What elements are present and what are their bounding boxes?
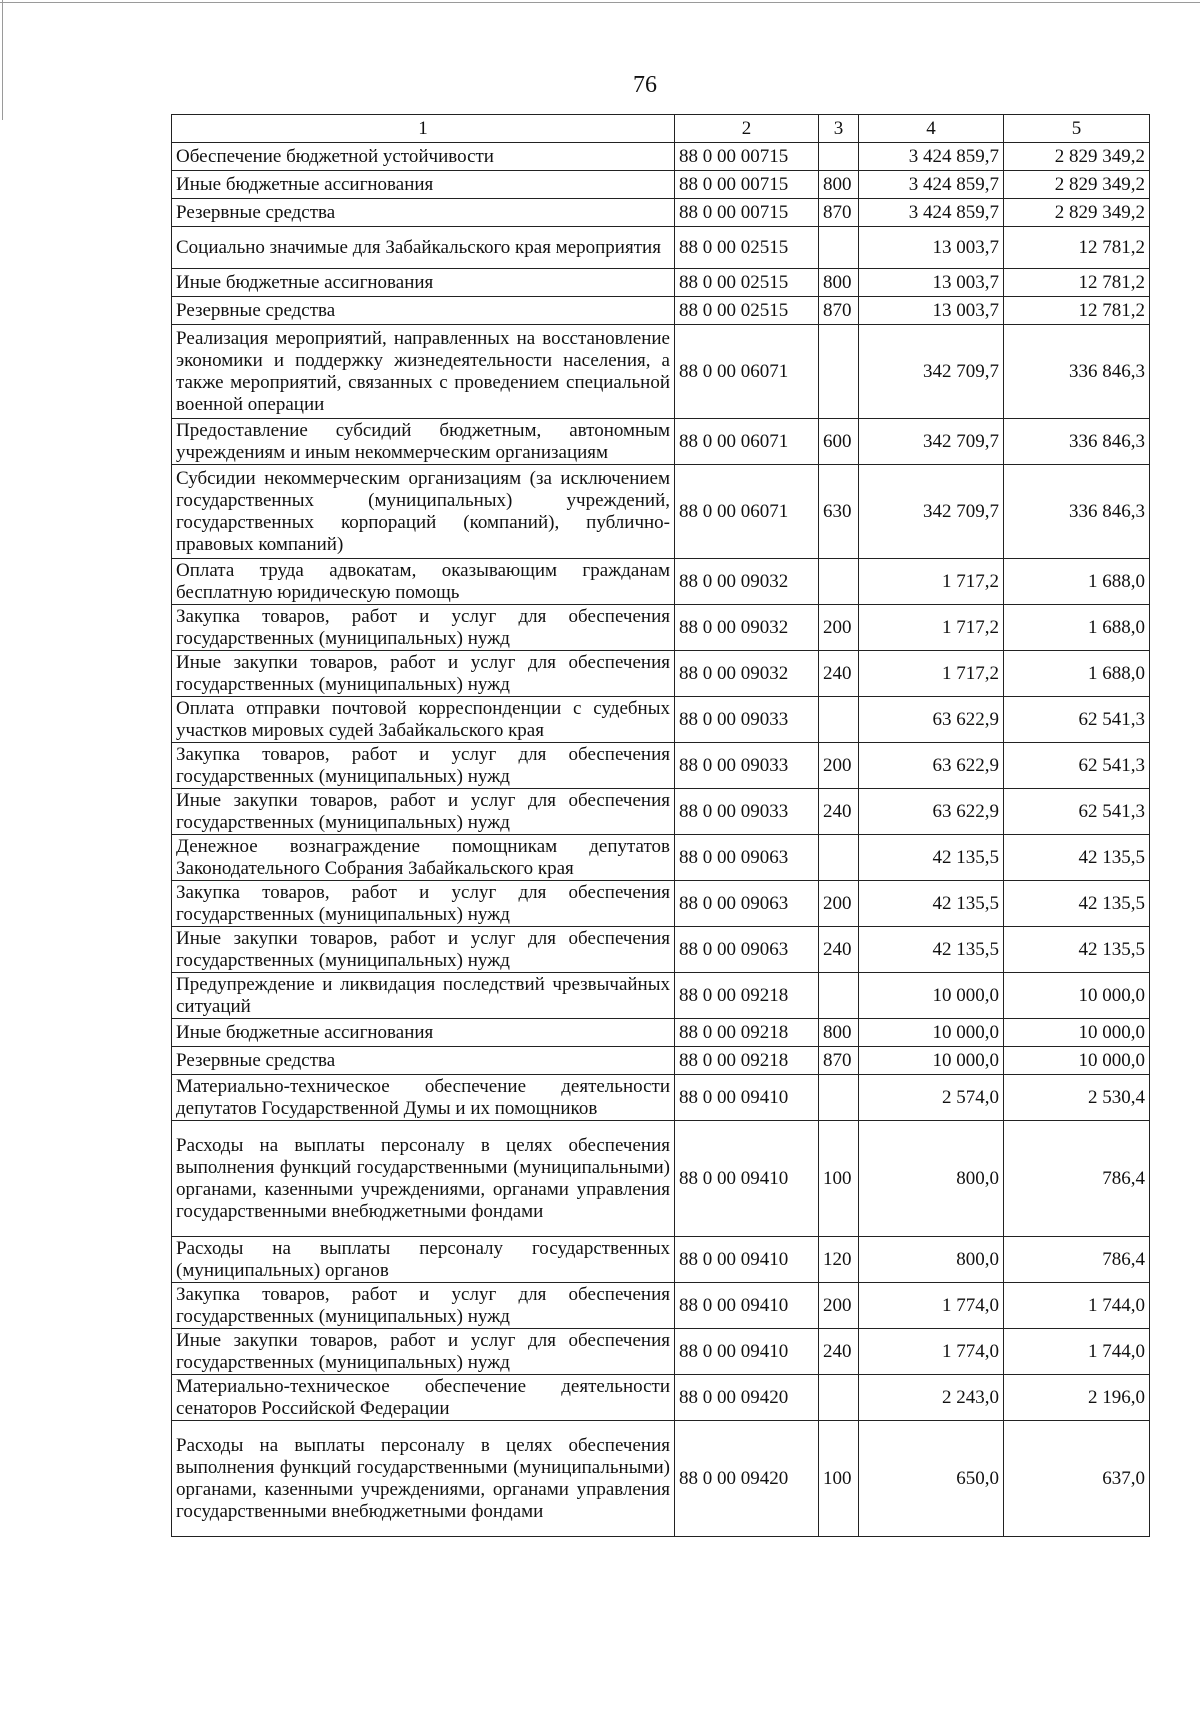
row-code-cell: 88 0 00 09420 xyxy=(675,1421,819,1537)
table-row xyxy=(172,1329,1150,1375)
row-code-cell: 88 0 00 09218 xyxy=(675,973,819,1019)
row-name-cell: Оплата труда адвокатам, оказывающим гражданам бесплатную юридическую помощь xyxy=(172,559,675,605)
row-code-cell: 88 0 00 09032 xyxy=(675,651,819,697)
row-code-cell: 88 0 00 06071 xyxy=(675,325,819,419)
row-type-cell xyxy=(819,1075,859,1121)
table-row xyxy=(172,605,1150,651)
row-amount-4-cell: 42 135,5 xyxy=(859,881,1004,927)
table-row xyxy=(172,1075,1150,1121)
row-amount-4-cell: 10 000,0 xyxy=(859,1047,1004,1075)
row-code-cell: 88 0 00 09032 xyxy=(675,559,819,605)
row-code-cell: 88 0 00 09033 xyxy=(675,789,819,835)
row-code-cell: 88 0 00 09410 xyxy=(675,1237,819,1283)
row-code-cell: 88 0 00 09420 xyxy=(675,1375,819,1421)
row-name-cell: Иные закупки товаров, работ и услуг для обеспечения государственных (муниципальных) нужд xyxy=(172,651,675,697)
table-row xyxy=(172,651,1150,697)
table-row xyxy=(172,1237,1150,1283)
row-amount-5-cell: 1 744,0 xyxy=(1004,1329,1150,1375)
table-row xyxy=(172,789,1150,835)
row-amount-5-cell: 786,4 xyxy=(1004,1121,1150,1237)
row-amount-4-cell: 1 717,2 xyxy=(859,559,1004,605)
table-row xyxy=(172,1283,1150,1329)
row-name-cell: Субсидии некоммерческим организациям (за исключением государственных (муниципальных) учреждений, государственных корпораций (компаний), публично-правовых компаний) xyxy=(172,465,675,559)
table-row xyxy=(172,1121,1150,1237)
row-type-cell xyxy=(819,143,859,171)
row-type-cell: 240 xyxy=(819,651,859,697)
row-code-cell: 88 0 00 09063 xyxy=(675,927,819,973)
row-type-cell xyxy=(819,227,859,269)
row-amount-4-cell: 3 424 859,7 xyxy=(859,143,1004,171)
row-type-cell: 870 xyxy=(819,199,859,227)
row-amount-4-cell: 650,0 xyxy=(859,1421,1004,1537)
row-name-cell: Оплата отправки почтовой корреспонденции с судебных участков мировых судей Забайкальского края xyxy=(172,697,675,743)
row-name-cell: Резервные средства xyxy=(172,297,675,325)
row-code-cell: 88 0 00 00715 xyxy=(675,199,819,227)
scan-edge-top xyxy=(0,2,1200,3)
row-name-cell: Материально-техническое обеспечение деятельности депутатов Государственной Думы и их помощников xyxy=(172,1075,675,1121)
row-type-cell: 200 xyxy=(819,743,859,789)
row-amount-4-cell: 342 709,7 xyxy=(859,419,1004,465)
row-amount-4-cell: 342 709,7 xyxy=(859,465,1004,559)
row-name-cell: Социально значимые для Забайкальского края мероприятия xyxy=(172,227,675,269)
table-row xyxy=(172,465,1150,559)
row-type-cell: 870 xyxy=(819,297,859,325)
row-amount-5-cell: 1 688,0 xyxy=(1004,605,1150,651)
row-name-cell: Закупка товаров, работ и услуг для обеспечения государственных (муниципальных) нужд xyxy=(172,605,675,651)
table-row xyxy=(172,297,1150,325)
row-type-cell: 200 xyxy=(819,1283,859,1329)
row-type-cell: 240 xyxy=(819,1329,859,1375)
table-row xyxy=(172,199,1150,227)
row-amount-5-cell: 2 829 349,2 xyxy=(1004,199,1150,227)
row-amount-4-cell: 13 003,7 xyxy=(859,269,1004,297)
row-type-cell: 120 xyxy=(819,1237,859,1283)
column-header-1: 1 xyxy=(172,115,675,143)
row-code-cell: 88 0 00 09033 xyxy=(675,743,819,789)
row-amount-4-cell: 42 135,5 xyxy=(859,927,1004,973)
row-type-cell: 800 xyxy=(819,269,859,297)
row-amount-5-cell: 336 846,3 xyxy=(1004,325,1150,419)
row-amount-4-cell: 63 622,9 xyxy=(859,789,1004,835)
column-header-5: 5 xyxy=(1004,115,1150,143)
row-code-cell: 88 0 00 09410 xyxy=(675,1283,819,1329)
row-code-cell: 88 0 00 09410 xyxy=(675,1075,819,1121)
table-row xyxy=(172,325,1150,419)
row-code-cell: 88 0 00 09032 xyxy=(675,605,819,651)
column-header-3: 3 xyxy=(819,115,859,143)
row-amount-5-cell: 10 000,0 xyxy=(1004,973,1150,1019)
row-code-cell: 88 0 00 09218 xyxy=(675,1019,819,1047)
row-amount-5-cell: 336 846,3 xyxy=(1004,465,1150,559)
table-row xyxy=(172,973,1150,1019)
row-code-cell: 88 0 00 02515 xyxy=(675,297,819,325)
table-body xyxy=(172,143,1150,1537)
row-amount-4-cell: 13 003,7 xyxy=(859,227,1004,269)
row-amount-4-cell: 10 000,0 xyxy=(859,973,1004,1019)
row-type-cell: 200 xyxy=(819,605,859,651)
table-row xyxy=(172,143,1150,171)
row-type-cell xyxy=(819,325,859,419)
row-code-cell: 88 0 00 09410 xyxy=(675,1121,819,1237)
row-code-cell: 88 0 00 00715 xyxy=(675,171,819,199)
row-name-cell: Расходы на выплаты персоналу в целях обеспечения выполнения функций государственными (муниципальными) органами, казенными учреждениями, органами управления государственными внебюджетными фондами xyxy=(172,1121,675,1237)
row-name-cell: Резервные средства xyxy=(172,1047,675,1075)
row-name-cell: Закупка товаров, работ и услуг для обеспечения государственных (муниципальных) нужд xyxy=(172,1283,675,1329)
table-row xyxy=(172,1047,1150,1075)
row-amount-5-cell: 10 000,0 xyxy=(1004,1019,1150,1047)
row-amount-4-cell: 1 717,2 xyxy=(859,651,1004,697)
row-amount-5-cell: 42 135,5 xyxy=(1004,881,1150,927)
row-code-cell: 88 0 00 09218 xyxy=(675,1047,819,1075)
row-amount-4-cell: 1 774,0 xyxy=(859,1329,1004,1375)
row-name-cell: Иные бюджетные ассигнования xyxy=(172,171,675,199)
row-type-cell: 100 xyxy=(819,1121,859,1237)
row-type-cell xyxy=(819,835,859,881)
row-amount-5-cell: 2 530,4 xyxy=(1004,1075,1150,1121)
row-amount-5-cell: 1 688,0 xyxy=(1004,651,1150,697)
row-amount-5-cell: 42 135,5 xyxy=(1004,927,1150,973)
row-type-cell: 630 xyxy=(819,465,859,559)
row-amount-4-cell: 800,0 xyxy=(859,1121,1004,1237)
scan-edge-left xyxy=(2,0,3,120)
row-type-cell xyxy=(819,697,859,743)
row-name-cell: Материально-техническое обеспечение деятельности сенаторов Российской Федерации xyxy=(172,1375,675,1421)
row-amount-4-cell: 42 135,5 xyxy=(859,835,1004,881)
row-amount-5-cell: 2 829 349,2 xyxy=(1004,171,1150,199)
row-name-cell: Предоставление субсидий бюджетным, автономным учреждениям и иным некоммерческим организациям xyxy=(172,419,675,465)
row-amount-4-cell: 10 000,0 xyxy=(859,1019,1004,1047)
row-amount-5-cell: 10 000,0 xyxy=(1004,1047,1150,1075)
table-row xyxy=(172,559,1150,605)
row-type-cell: 100 xyxy=(819,1421,859,1537)
row-name-cell: Расходы на выплаты персоналу государственных (муниципальных) органов xyxy=(172,1237,675,1283)
row-code-cell: 88 0 00 02515 xyxy=(675,227,819,269)
row-code-cell: 88 0 00 09063 xyxy=(675,835,819,881)
row-amount-5-cell: 42 135,5 xyxy=(1004,835,1150,881)
row-amount-5-cell: 786,4 xyxy=(1004,1237,1150,1283)
column-header-2: 2 xyxy=(675,115,819,143)
row-code-cell: 88 0 00 09410 xyxy=(675,1329,819,1375)
table-row xyxy=(172,743,1150,789)
row-type-cell xyxy=(819,559,859,605)
row-amount-5-cell: 336 846,3 xyxy=(1004,419,1150,465)
table-row xyxy=(172,1421,1150,1537)
row-amount-4-cell: 2 243,0 xyxy=(859,1375,1004,1421)
row-type-cell: 240 xyxy=(819,927,859,973)
table-header-row xyxy=(172,115,1150,143)
table-row xyxy=(172,171,1150,199)
table-row xyxy=(172,927,1150,973)
row-type-cell xyxy=(819,973,859,1019)
row-amount-4-cell: 13 003,7 xyxy=(859,297,1004,325)
row-code-cell: 88 0 00 02515 xyxy=(675,269,819,297)
row-amount-4-cell: 3 424 859,7 xyxy=(859,171,1004,199)
row-amount-5-cell: 62 541,3 xyxy=(1004,743,1150,789)
row-amount-4-cell: 3 424 859,7 xyxy=(859,199,1004,227)
row-amount-4-cell: 2 574,0 xyxy=(859,1075,1004,1121)
row-name-cell: Закупка товаров, работ и услуг для обеспечения государственных (муниципальных) нужд xyxy=(172,743,675,789)
row-type-cell: 870 xyxy=(819,1047,859,1075)
row-amount-5-cell: 12 781,2 xyxy=(1004,227,1150,269)
row-amount-4-cell: 1 717,2 xyxy=(859,605,1004,651)
table-row xyxy=(172,419,1150,465)
row-name-cell: Иные бюджетные ассигнования xyxy=(172,1019,675,1047)
column-header-4: 4 xyxy=(859,115,1004,143)
row-name-cell: Обеспечение бюджетной устойчивости xyxy=(172,143,675,171)
row-amount-5-cell: 2 196,0 xyxy=(1004,1375,1150,1421)
row-code-cell: 88 0 00 06071 xyxy=(675,465,819,559)
row-amount-4-cell: 63 622,9 xyxy=(859,697,1004,743)
row-name-cell: Реализация мероприятий, направленных на восстановление экономики и поддержку жизнедеятельности населения, а также мероприятий, связанных с проведением специальной военной операции xyxy=(172,325,675,419)
table-row xyxy=(172,269,1150,297)
budget-table xyxy=(171,114,1150,1537)
row-name-cell: Иные бюджетные ассигнования xyxy=(172,269,675,297)
row-name-cell: Денежное вознаграждение помощникам депутатов Законодательного Собрания Забайкальского края xyxy=(172,835,675,881)
row-name-cell: Иные закупки товаров, работ и услуг для обеспечения государственных (муниципальных) нужд xyxy=(172,789,675,835)
row-type-cell: 240 xyxy=(819,789,859,835)
row-code-cell: 88 0 00 09033 xyxy=(675,697,819,743)
row-amount-5-cell: 12 781,2 xyxy=(1004,297,1150,325)
row-name-cell: Предупреждение и ликвидация последствий чрезвычайных ситуаций xyxy=(172,973,675,1019)
row-code-cell: 88 0 00 06071 xyxy=(675,419,819,465)
row-amount-4-cell: 1 774,0 xyxy=(859,1283,1004,1329)
row-amount-5-cell: 62 541,3 xyxy=(1004,697,1150,743)
row-amount-5-cell: 1 688,0 xyxy=(1004,559,1150,605)
page-number: 76 xyxy=(633,72,657,98)
table-row xyxy=(172,227,1150,269)
row-type-cell: 800 xyxy=(819,1019,859,1047)
row-code-cell: 88 0 00 09063 xyxy=(675,881,819,927)
row-amount-5-cell: 62 541,3 xyxy=(1004,789,1150,835)
row-amount-5-cell: 2 829 349,2 xyxy=(1004,143,1150,171)
row-amount-5-cell: 637,0 xyxy=(1004,1421,1150,1537)
row-name-cell: Закупка товаров, работ и услуг для обеспечения государственных (муниципальных) нужд xyxy=(172,881,675,927)
row-amount-4-cell: 342 709,7 xyxy=(859,325,1004,419)
row-type-cell xyxy=(819,1375,859,1421)
table-row xyxy=(172,697,1150,743)
row-amount-4-cell: 800,0 xyxy=(859,1237,1004,1283)
row-amount-5-cell: 1 744,0 xyxy=(1004,1283,1150,1329)
row-amount-5-cell: 12 781,2 xyxy=(1004,269,1150,297)
table-row xyxy=(172,1019,1150,1047)
row-type-cell: 600 xyxy=(819,419,859,465)
row-type-cell: 200 xyxy=(819,881,859,927)
row-type-cell: 800 xyxy=(819,171,859,199)
row-name-cell: Иные закупки товаров, работ и услуг для обеспечения государственных (муниципальных) нужд xyxy=(172,927,675,973)
table-row xyxy=(172,1375,1150,1421)
row-name-cell: Резервные средства xyxy=(172,199,675,227)
row-code-cell: 88 0 00 00715 xyxy=(675,143,819,171)
row-name-cell: Иные закупки товаров, работ и услуг для обеспечения государственных (муниципальных) нужд xyxy=(172,1329,675,1375)
row-name-cell: Расходы на выплаты персоналу в целях обеспечения выполнения функций государственными (муниципальными) органами, казенными учреждениями, органами управления государственными внебюджетными фондами xyxy=(172,1421,675,1537)
table-row xyxy=(172,881,1150,927)
table-row xyxy=(172,835,1150,881)
row-amount-4-cell: 63 622,9 xyxy=(859,743,1004,789)
